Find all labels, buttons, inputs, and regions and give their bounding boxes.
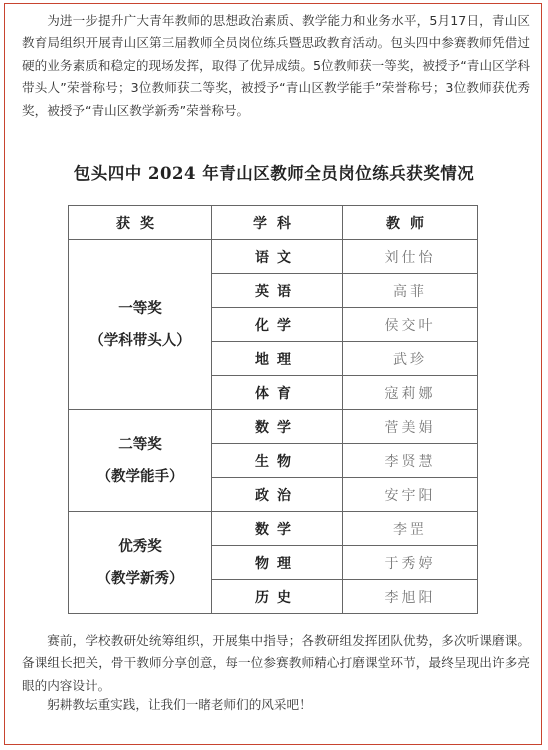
subject-cell: 数学 [212,410,343,444]
subject-cell: 语文 [212,240,343,274]
header-teacher: 教师 [343,206,478,240]
subject-cell: 历史 [212,580,343,614]
awards-table [68,205,478,614]
table-title: 包头四中 2024 年青山区教师全员岗位练兵获奖情况 [73,164,475,183]
subject-cell: 化学 [212,308,343,342]
subject-cell: 地理 [212,342,343,376]
table-header-row [69,206,478,240]
award-excellence-cell [69,512,212,614]
intro-paragraph: 为进一步提升广大青年教师的思想政治素质、教学能力和业务水平，5月17日，青山区教育局组织开展青山区第三届教师全员岗位练兵暨思政教育活动。包头四中参赛教师凭借过硬的业务素质和稳定的现场发挥，取得了优异成绩。5位教师获一等奖，被授予“青山区学科带头人”荣誉称号；3位教师获二等奖，被授予“青山区教学能手”荣誉称号；3位教师获优秀奖，被授予“青山区教学新秀”荣誉称号。 [22,13,530,118]
table-row [69,410,478,444]
award-second-cell [69,410,212,512]
subject-cell: 英语 [212,274,343,308]
subject-cell: 物理 [212,546,343,580]
award-honor: （教学能手） [96,467,184,485]
teacher-cell: 于秀婷 [343,546,478,580]
teacher-cell: 侯交叶 [343,308,478,342]
award-honor: （学科带头人） [89,331,191,349]
award-name: 二等奖 [118,435,162,453]
teacher-cell: 李贤慧 [343,444,478,478]
award-name: 优秀奖 [118,537,162,555]
subject-cell: 生物 [212,444,343,478]
preparation-paragraph: 赛前，学校教研处统筹组织，开展集中指导；各教研组发挥团队优势，多次听课磨课。备课组长把关，骨干教师分享创意，每一位参赛教师精心打磨课堂环节，最终呈现出许多亮眼的内容设计。 [22,633,530,693]
table-row [69,240,478,274]
award-first-cell [69,240,212,410]
subject-cell: 数学 [212,512,343,546]
teacher-cell: 高菲 [343,274,478,308]
teacher-cell: 李旭阳 [343,580,478,614]
teacher-cell: 武珍 [343,342,478,376]
award-name: 一等奖 [118,299,162,317]
header-award: 获奖 [69,206,212,240]
teacher-cell: 寇莉娜 [343,376,478,410]
teacher-cell: 菅美娟 [343,410,478,444]
teacher-cell: 刘仕怡 [343,240,478,274]
subject-cell: 政治 [212,478,343,512]
table-row [69,512,478,546]
header-subject: 学科 [212,206,343,240]
closing-paragraph: 躬耕教坛重实践，让我们一睹老师们的风采吧！ [47,697,312,712]
subject-cell: 体育 [212,376,343,410]
teacher-cell: 安宇阳 [343,478,478,512]
award-honor: （教学新秀） [96,569,184,587]
teacher-cell: 李罡 [343,512,478,546]
